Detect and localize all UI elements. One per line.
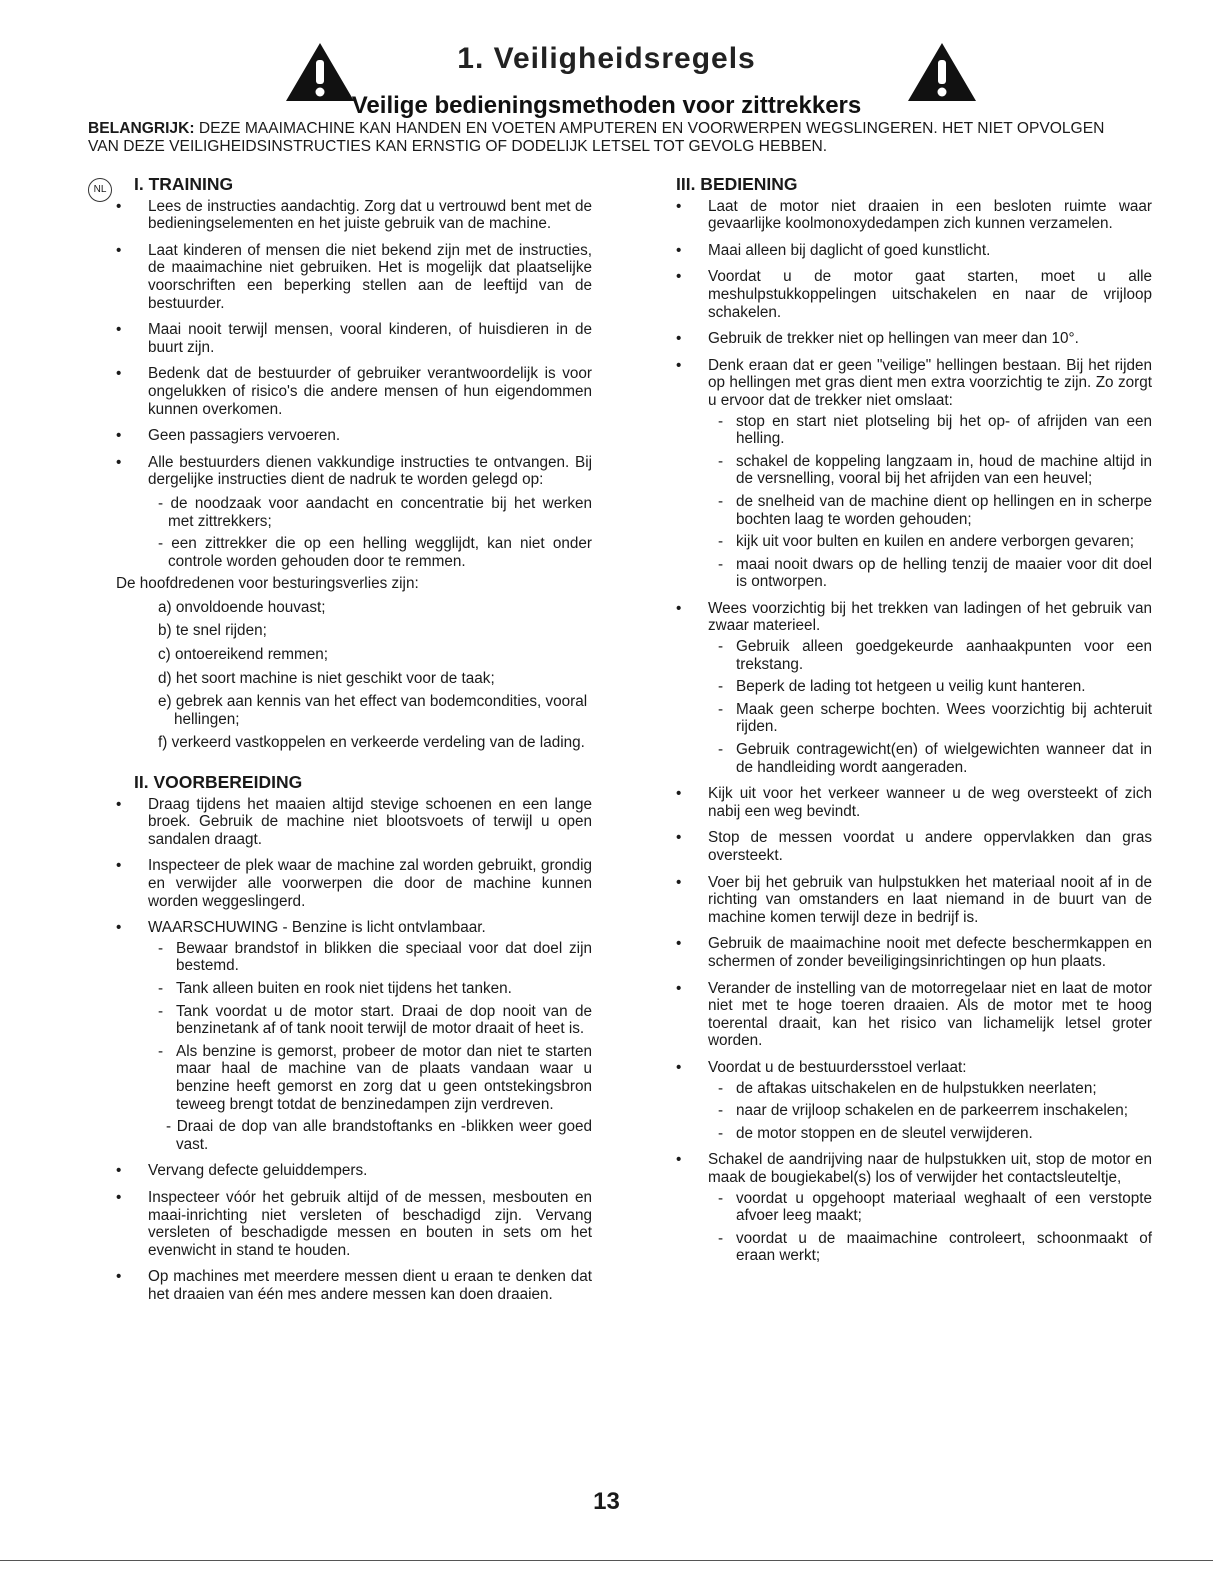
list-item: • Inspecteer vóór het gebruik altijd of de messen, mesbouten en maai-inrichting niet versleten of beschadigd zijn. Vervang versleten of beschadigde messen en bouten in sets om het evenwicht in stand te houden. <box>116 1189 592 1259</box>
list-item: e) gebrek aan kennis van het effect van bodemcondities, vooral hellingen; <box>158 693 588 728</box>
sub-item: - Maak geen scherpe bochten. Wees voorzichtig bij achteruit rijden. <box>708 701 1152 736</box>
list-item: • Gebruik de maaimachine nooit met defecte beschermkappen en schermen of zonder beveiligingsinrichtingen op hun plaats. <box>676 935 1152 970</box>
operation-list <box>676 198 1152 1265</box>
page-number: 13 <box>593 1488 620 1515</box>
sub-item: - schakel de koppeling langzaam in, houd de machine altijd in de versnelling, vooral bij het afrijden van een heuvel; <box>708 453 1152 488</box>
list-item: f) verkeerd vastkoppelen en verkeerde verdeling van de lading. <box>158 734 585 752</box>
sub-item: - de aftakas uitschakelen en de hulpstukken neerlaten; <box>708 1080 1152 1098</box>
list-item: • Voordat u de motor gaat starten, moet u alle meshulpstukkoppelingen uitschakelen en naar de vrijloop schakelen. <box>676 268 1152 321</box>
list-item: • Laat kinderen of mensen die niet bekend zijn met de instructies, de maaimachine niet gebruiken. Het is mogelijk dat plaatselijke voorschriften een beperking stellen aan de leeftijd van de bestuurder. <box>116 242 592 312</box>
list-item: • Maai alleen bij daglicht of goed kunstlicht. <box>676 242 1152 260</box>
sub-item: - Bewaar brandstof in blikken die speciaal voor dat doel zijn bestemd. <box>148 940 592 975</box>
list-item <box>116 454 592 571</box>
list-item: • Geen passagiers vervoeren. <box>116 427 592 445</box>
language-badge: NL <box>88 178 112 202</box>
section-heading-training: I. TRAINING <box>134 174 234 194</box>
sub-item: - maai nooit dwars op de helling tenzij de maaier voor dit doel is ontworpen. <box>708 556 1152 591</box>
sub-item: - de snelheid van de machine dient op hellingen en in scherpe bochten laag te worden gehouden; <box>708 493 1152 528</box>
section-heading-preparation: II. VOORBEREIDING <box>134 772 303 793</box>
list-item: • Lees de instructies aandachtig. Zorg dat u vertrouwd bent met de bedieningselementen en het juiste gebruik van de machine. <box>116 198 592 233</box>
list-item: • Gebruik de trekker niet op hellingen van meer dan 10°. <box>676 330 1152 348</box>
left-column <box>116 176 592 1312</box>
sub-item: - de motor stoppen en de sleutel verwijderen. <box>708 1125 1152 1143</box>
list-item <box>676 1151 1152 1265</box>
important-text: DEZE MAAIMACHINE KAN HANDEN EN VOETEN AMPUTEREN EN VOORWERPEN WEGSLINGEREN. HET NIET OPVOLGEN VAN DEZE VEILIGHEIDSINSTRUCTIES KAN ERNSTIG OF DODELIJK LETSEL TOT GEVOLG HEBBEN. <box>88 120 1105 155</box>
section-heading-operation: III. BEDIENING <box>676 174 798 194</box>
sub-item: - een zittrekker die op een helling wegglijdt, kan niet onder controle worden gehouden door te remmen. <box>158 535 592 570</box>
important-notice <box>88 120 1138 156</box>
training-list <box>116 198 592 571</box>
list-item: b) te snel rijden; <box>158 622 267 640</box>
list-item-text: WAARSCHUWING - Benzine is licht ontvlambaar. <box>148 919 486 937</box>
list-item: • Vervang defecte geluiddempers. <box>116 1162 592 1180</box>
list-item-text: Wees voorzichtig bij het trekken van ladingen of het gebruik van zwaar materieel. <box>708 599 1152 635</box>
list-item <box>676 1059 1152 1142</box>
list-item-text: Schakel de aandrijving naar de hulpstukken uit, stop de motor en maak de bougiekabel(s) los of verwijder het contactsleuteltje, <box>708 1151 1152 1186</box>
list-item: • Verander de instelling van de motorregelaar niet en laat de motor niet met te hoge toeren draaien. Als de motor met te hoog toerental draait, kan het risico van lichamelijk letsel groter worden. <box>676 980 1152 1050</box>
page-subtitle: Veilige bedieningsmethoden voor zittrekkers <box>351 92 862 119</box>
list-item-text: Voordat u de bestuurdersstoel verlaat: <box>708 1058 967 1076</box>
sub-item: - naar de vrijloop schakelen en de parkeerrem inschakelen; <box>708 1102 1152 1120</box>
important-label: BELANGRIJK: <box>88 120 195 137</box>
sub-item: - kijk uit voor bulten en kuilen en andere verborgen gevaren; <box>708 533 1152 551</box>
paragraph: De hoofdredenen voor besturingsverlies zijn: <box>116 575 419 593</box>
list-item <box>676 600 1152 776</box>
reasons-list <box>116 599 592 752</box>
sub-item: - stop en start niet plotseling bij het op- of afrijden van een helling. <box>708 413 1152 448</box>
sub-item: - Gebruik contragewicht(en) of wielgewichten wanneer dat in de handleiding wordt aangeraden. <box>708 741 1152 776</box>
list-item: • Stop de messen voordat u andere oppervlakken dan gras oversteekt. <box>676 829 1152 864</box>
list-item-text: Alle bestuurders dienen vakkundige instructies te ontvangen. Bij dergelijke instructies dient de nadruk te worden gelegd op: <box>148 453 592 489</box>
list-item: c) ontoereikend remmen; <box>158 646 329 664</box>
sub-item: - Draai de dop van alle brandstoftanks en -blikken weer goed vast. <box>166 1118 592 1153</box>
list-item-text: Denk eraan dat er geen "veilige" hellingen bestaan. Bij het rijden op hellingen met gras dient men extra voorzichtig te zijn. Zo zorgt u ervoor dat de trekker niet omslaat: <box>708 356 1152 409</box>
list-item: d) het soort machine is niet geschikt voor de taak; <box>158 669 495 687</box>
sub-item: - Gebruik alleen goedgekeurde aanhaakpunten voor een trekstang. <box>708 638 1152 673</box>
sub-item: - Beperk de lading tot hetgeen u veilig kunt hanteren. <box>708 678 1152 696</box>
list-item <box>676 357 1152 591</box>
page-title: 1. Veiligheidsregels <box>457 42 756 75</box>
list-item: a) onvoldoende houvast; <box>158 598 326 616</box>
list-item: • Laat de motor niet draaien in een besloten ruimte waar gevaarlijke koolmonoxydedampen zich kunnen verzamelen. <box>676 198 1152 233</box>
list-item: • Maai nooit terwijl mensen, vooral kinderen, of huisdieren in de buurt zijn. <box>116 321 592 356</box>
list-item: • Bedenk dat de bestuurder of gebruiker verantwoordelijk is voor ongelukken of risico's die andere mensen of hun eigendommen kunnen overkomen. <box>116 365 592 418</box>
list-item: • Draag tijdens het maaien altijd stevige schoenen en een lange broek. Gebruik de machine niet blootsvoets of terwijl u open sandalen draagt. <box>116 796 592 849</box>
list-item: • Voer bij het gebruik van hulpstukken het materiaal nooit af in de richting van omstanders en laat niemand in de buurt van de machine komen terwijl deze in bedrijf is. <box>676 874 1152 927</box>
list-item: • Inspecteer de plek waar de machine zal worden gebruikt, grondig en verwijder alle voorwerpen die door de machine kunnen worden weggeslingerd. <box>116 857 592 910</box>
list-item <box>116 919 592 1153</box>
sub-item: - voordat u de maaimachine controleert, schoonmaakt of eraan werkt; <box>708 1230 1152 1265</box>
footer-divider <box>0 1560 1213 1561</box>
sub-item: - Als benzine is gemorst, probeer de motor dan niet te starten maar haal de machine van de plaats vandaan waar u benzine heeft gemorst en zorg dat u geen ontstekingsbron teweeg brengt totdat de benzinedampen zijn verdreven. <box>148 1043 592 1113</box>
sub-item: - de noodzaak voor aandacht en concentratie bij het werken met zittrekkers; <box>158 494 592 530</box>
sub-item: - Tank voordat u de motor start. Draai de dop nooit van de benzinetank af of tank nooit terwijl de motor draait of heet is. <box>148 1003 592 1038</box>
preparation-list <box>116 796 592 1304</box>
list-item: • Op machines met meerdere messen dient u eraan te denken dat het draaien van één mes andere messen kan doen draaien. <box>116 1268 592 1303</box>
list-item: • Kijk uit voor het verkeer wanneer u de weg oversteekt of zich nabij een weg bevindt. <box>676 785 1152 820</box>
sub-item: - Tank alleen buiten en rook niet tijdens het tanken. <box>148 980 592 998</box>
right-column <box>676 176 1152 1274</box>
sub-item: - voordat u opgehoopt materiaal weghaalt of een verstopte afvoer leeg maakt; <box>708 1190 1152 1225</box>
